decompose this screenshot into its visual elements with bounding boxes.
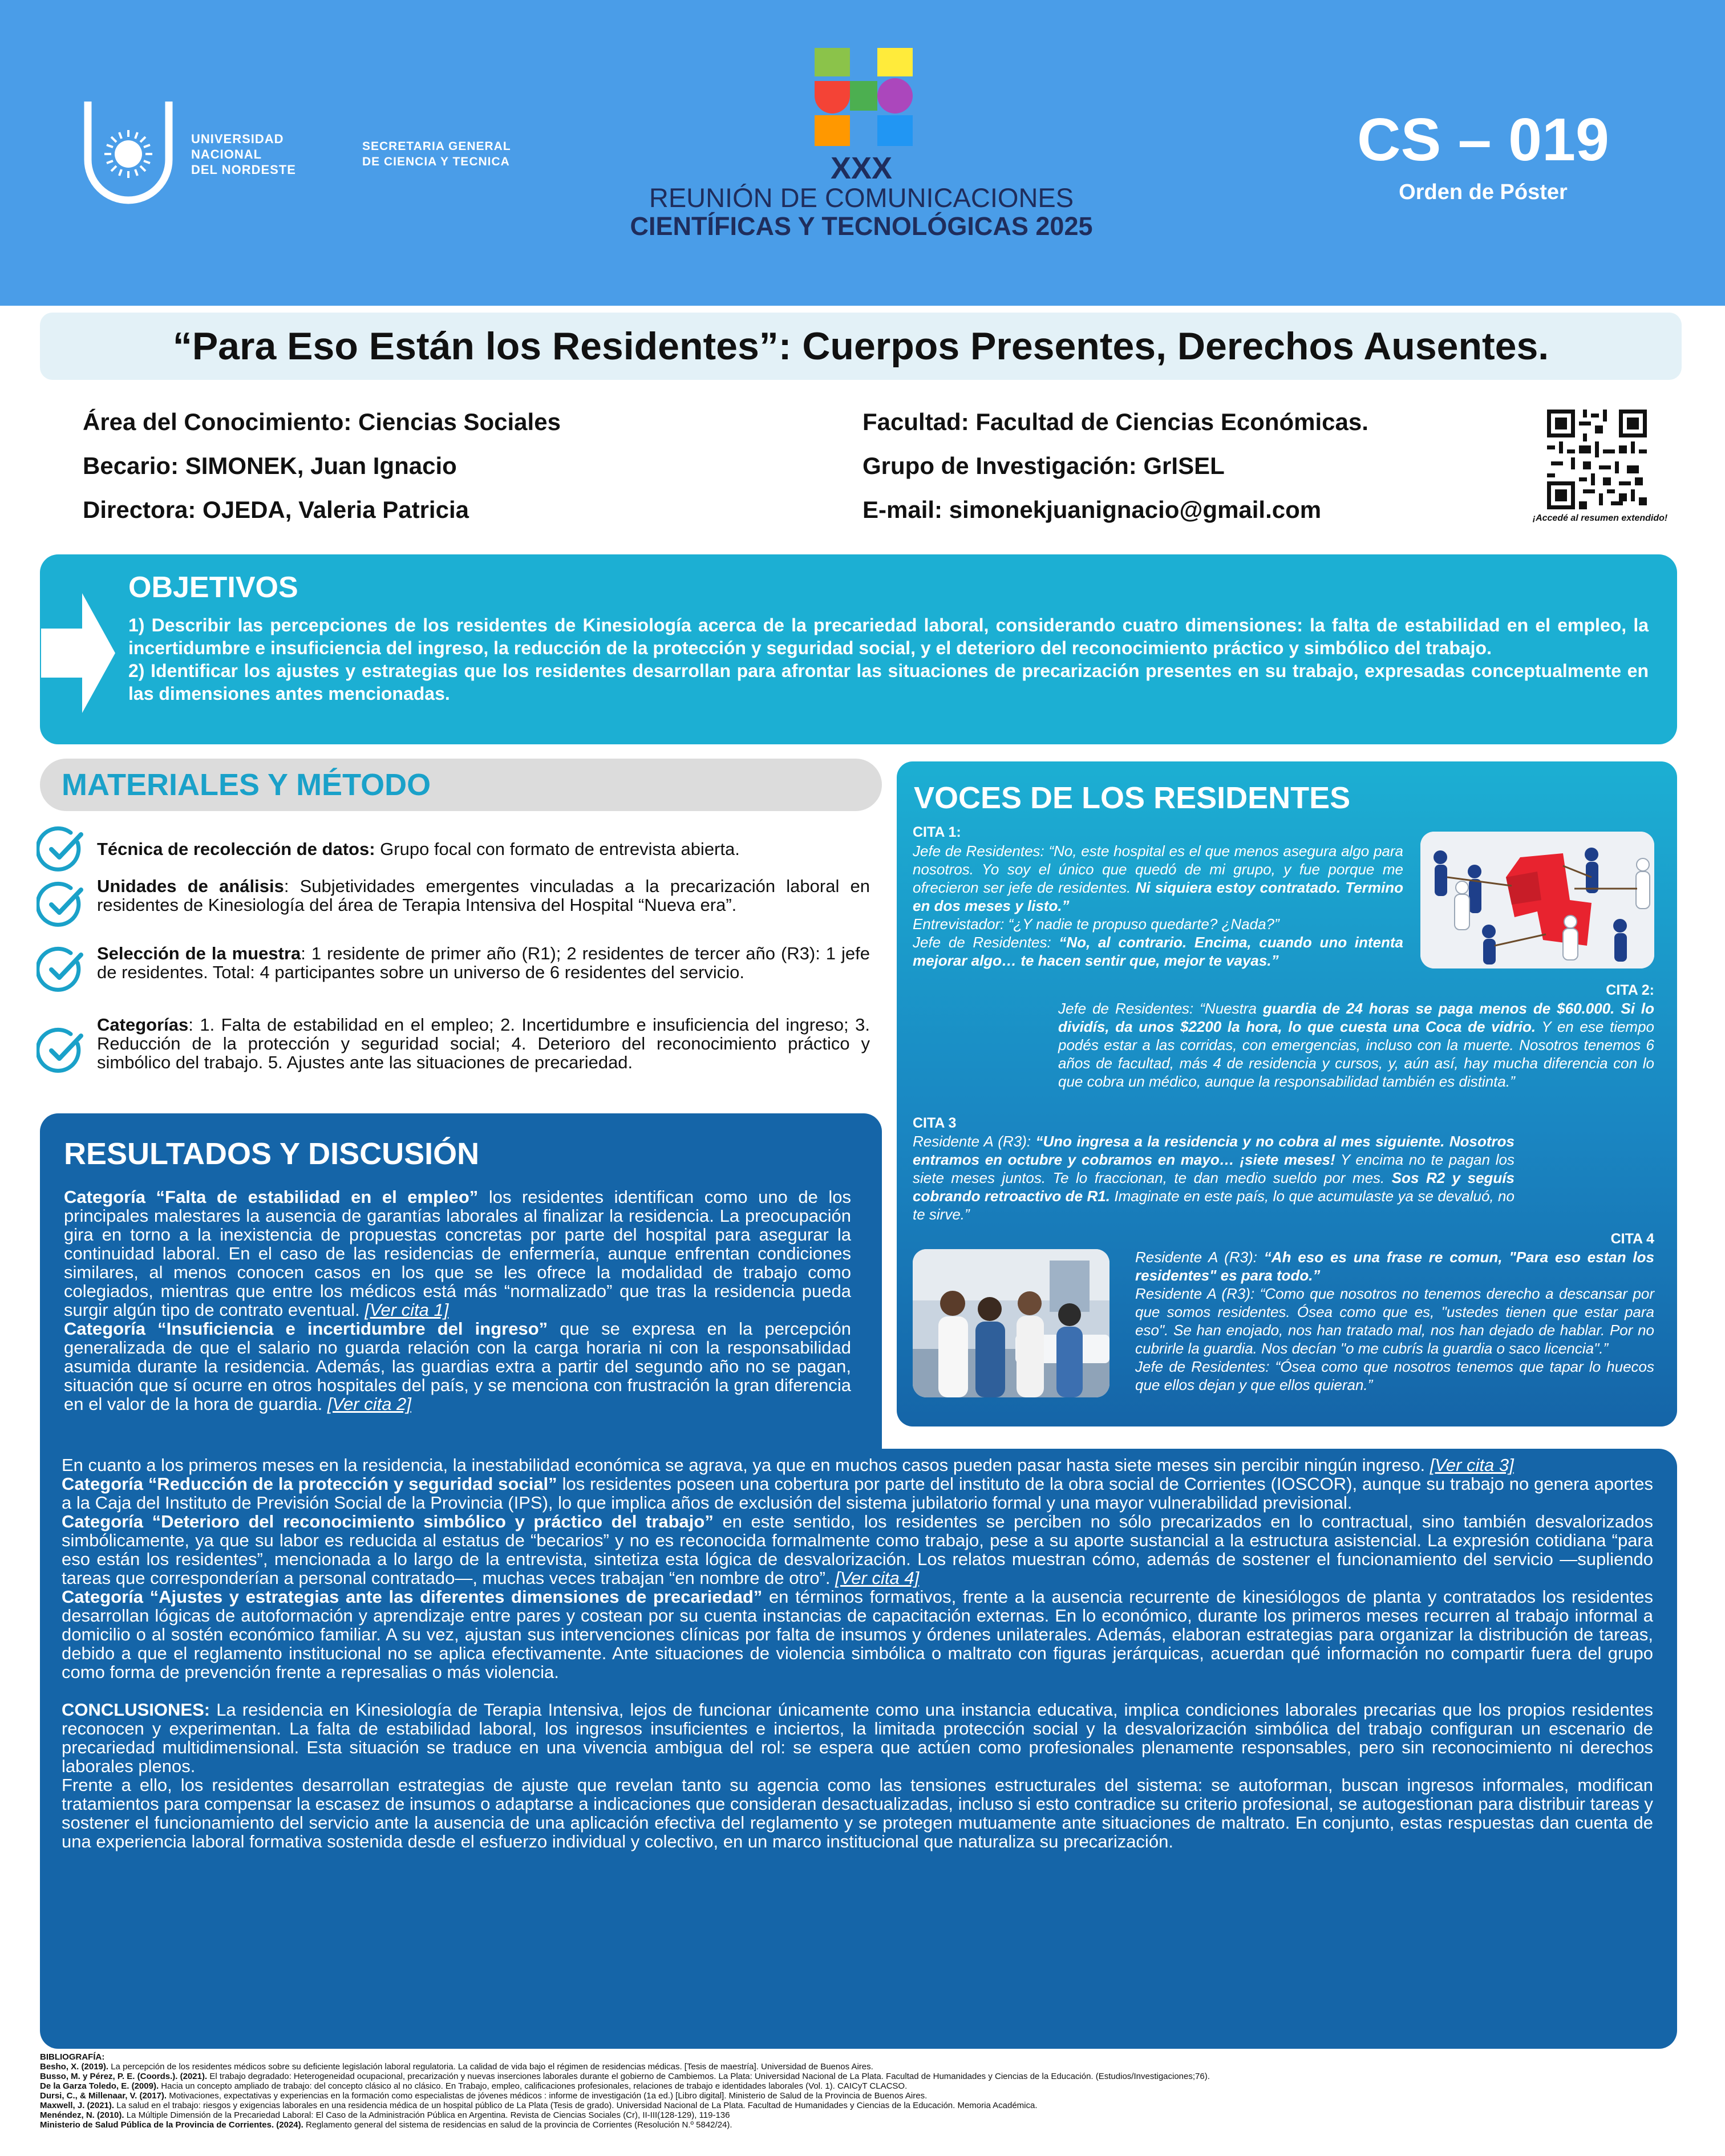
- check-circle-icon: [37, 881, 86, 930]
- cita-1-label: CITA 1:: [913, 824, 961, 840]
- ver-cita-1-link[interactable]: [Ver cita 1]: [365, 1300, 449, 1320]
- check-circle-icon: [37, 1027, 86, 1076]
- unne-logo-icon: [80, 97, 177, 208]
- cita-2-label: CITA 2:: [1606, 982, 1654, 998]
- objetivo-1: 1) Describir las percepciones de los residentes de Kinesiología acerca de la precariedad laboral, considerando cuatro dimensiones: la falta de estabilidad en el empleo, la incertidumbre e insuficiencia del ingreso, la reducción de la protección y seguridad social, y el deterioro del reconocimiento práctico y simbólico del trabajo.: [128, 615, 1649, 658]
- materiales-item: Selección de la muestra: 1 residente de primer año (R1); 2 residentes de tercer año (R3): 1 jefe de residentes. Total: 4 participantes sobre un universo de 6 residentes del servicio.: [97, 943, 870, 982]
- cita-2-text: Jefe de Residentes: “Nuestra guardia de 24 horas se paga menos de $60.000. Si lo dividís, da unos $2200 la hora, lo que cuesta una Coca de vidrio. Y en ese tiempo podés estar a las corridas, con emergencias, incluso con la muerte. Nosotros tenemos 6 años de facultad, más 4 de residencia y cursos, y, aún así, hay mucha diferencia con lo que cobra un médico, aunque la responsabilidad también es distinta.”: [1058, 1000, 1654, 1090]
- bibliografia-entry: Besho, X. (2019). La percepción de los residentes médicos sobre su deficiente legislación laboral regulatoria. La calidad de vida bajo el régimen de residencias médicas. [Tesis de maestría]. Universidad de Buenos Aires.: [40, 2062, 873, 2072]
- event-title-line1: REUNIÓN DE COMUNICACIONES: [649, 183, 1074, 213]
- qr-caption: ¡Accedé al resumen extendido!: [1532, 513, 1668, 523]
- tug-of-war-illustration-icon: [1420, 832, 1654, 968]
- cita-4-label: CITA 4: [1610, 1231, 1654, 1247]
- objetivo-2: 2) Identificar los ajustes y estrategias que los residentes desarrollan para afrontar las situaciones de precarización presentes en su trabajo, expresadas conceptualmente en las dimensiones antes mencionadas.: [128, 660, 1649, 704]
- bibliografia-title: BIBLIOGRAFÍA:: [40, 2052, 105, 2062]
- cita-1-text: Jefe de Residentes: “No, este hospital es el que menos asegura algo para nosotros. Yo soy el único que quedó de mi grupo, y fue porque me ofrecieron ser jefe de residentes. Ni siquiera estoy contratado. Termino en dos meses y listo.” Entrevistador: “¿Y nadie te propuso quedarte? ¿Nada?” Jefe de Residentes: “No, al contrario. Encima, cuando uno intenta mejorar algo… te hacen sentir que, mejor te vayas.”: [913, 842, 1403, 969]
- qr-code-icon[interactable]: [1547, 410, 1647, 509]
- secretaria-name: SECRETARIA GENERAL DE CIENCIA Y TECNICA: [362, 140, 511, 168]
- bibliografia-entry: Menéndez, N. (2010). La Múltiple Dimensión de la Precariedad Laboral: El Caso de la Administración Pública en Argentina. Revista de Ciencias Sociales (Cr), II-III(128-129), 119-136: [40, 2110, 730, 2120]
- poster-code: CS – 019: [1357, 106, 1609, 173]
- ver-cita-3-link[interactable]: [Ver cita 3]: [1430, 1455, 1514, 1475]
- poster-title: “Para Eso Están los Residentes”: Cuerpos Presentes, Derechos Ausentes.: [172, 325, 1549, 368]
- objetivos-text: [128, 614, 1649, 705]
- cita-4-text: Residente A (R3): “Ah eso es una frase re comun, "Para eso estan los residentes" es para todo.” Residente A (R3): “Como que nosotros no tenemos derecho a descansar por que somos residentes. Ósea como que es, "ustedes tienen que estar para eso". Se han enojado, nos han tratado mal, nos han dejado de hablar. Por no cubrirle la guardia. Nos decían "o me cubrís la guardia o saco licencia".” Jefe de Residentes: “Ósea como que nosotros tenemos que tapar lo huecos que ellos dejan y que ellos quieran.”: [1135, 1249, 1655, 1393]
- event-title-line2: CIENTÍFICAS Y TECNOLÓGICAS 2025: [630, 212, 1093, 241]
- hospital-residents-photo-icon: [913, 1249, 1109, 1397]
- check-circle-icon: [37, 825, 86, 874]
- bibliografia-entry: Busso, M. y Pérez, P. E. (Coords.). (2021). El trabajo degradado: Heterogeneidad ocupacional, precarización y nuevas inserciones laborales durante el gobierno de Cambiemos. La Plata: Universidad Nacional de La Plata. Facultad de Humanidades y Ciencias de la Educación. (Estudios/Investigaciones;76).: [40, 2072, 1210, 2081]
- materiales-title: MATERIALES Y MÉTODO: [62, 768, 431, 802]
- event-number: XXX: [830, 151, 893, 185]
- meta-directora: Directora: OJEDA, Valeria Patricia: [83, 496, 469, 523]
- resultados-text-column: Categoría “Falta de estabilidad en el empleo” los residentes identifican como uno de los principales malestares la ausencia de garantías laborales al finalizar la residencia. La preocupación gira en torno a la inexistencia de propuestas concretas por parte del hospital para asegurar la continuidad laboral. En el caso de las residencias de enfermería, aunque enfrentan condiciones similares, al menos conocen casos en los que se les ofrece la modalidad de trabajo como colegiados, mientras que entre los médicos está más “normalizado” que tras la residencia pueda surgir algún tipo de contrato eventual. [Ver cita 1] Categoría “Insuficiencia e incertidumbre del ingreso” que se expresa en la percepción generalizada de que el salario no guarda relación con la carga horaria ni con la responsabilidad asumida durante la residencia. Además, las guardias extra a partir del segundo año no se pagan, situación que sí ocurre en otros hospitales del país, y se menciona con frustración la gran diferencia en el valor de la hora de guardia. [Ver cita 2]: [64, 1187, 852, 1414]
- materiales-item: Técnica de recolección de datos: Grupo focal con formato de entrevista abierta.: [97, 839, 740, 859]
- check-circle-icon: [37, 946, 86, 995]
- bibliografia: [40, 2052, 1688, 2130]
- resultados-text-full: En cuanto a los primeros meses en la residencia, la inestabilidad económica se agrava, ya que en muchos casos pueden pasar hasta siete meses sin percibir ningún ingreso. [Ver cita 3] Categoría “Reducción de la protección y seguridad social” los residentes poseen una cobertura por parte del instituto de la obra social de Corrientes (IOSCOR), aunque su trabajo no genera aportes a la Caja del Instituto de Previsión Social de la Provincia (IPS), lo que implica años de exclusión del sistema jubilatorio formal y una mayor vulnerabilidad previsional. Categoría “Deterioro del reconocimiento simbólico y práctico del trabajo” en este sentido, los residentes se perciben no sólo precarizados en lo contractual, sino también desvalorizados simbólicamente, ya que su labor es reducida al estatus de “becarios” y no es reconocida formalmente como trabajo, pese a su aporte sustancial a la estructura asistencial. La expresión cotidiana “para eso están los residentes”, mencionada a lo largo de la entrevista, sintetiza esta lógica de desvalorización. Los relatos muestran cómo, además de sostener el funcionamiento del servicio —supliendo tareas que corresponderían a personal contratado—, muchas veces trabajan “en nombre de otro”. [Ver cita 4] Categoría “Ajustes y estrategias ante las diferentes dimensiones de precariedad” en términos formativos, frente a la ausencia recurrente de kinesiólogos de planta y contratados los residentes desarrollan lógicas de autoformación y aprendizaje entre pares y costean por su cuenta instancias de capacitación externas. En lo económico, durante los primeros meses recurren al trabajo informal a domicilio o al sostén económico familiar. A su vez, ajustan sus intervenciones clínicas por falta de insumos y órdenes unilaterales. Además, elaboran estrategias para organizar la distribución de tareas, debido a que el reglamento institucional no se aplica efectivamente. Ante situaciones de violencia simbólica o maltrato con figuras jerárquicas, acuerdan qué información no compartir fuera del grupo como forma de prevención frente a represalias o más violencia. CONCLUSIONES: La residencia en Kinesiología de Terapia Intensiva, lejos de funcionar únicamente como una instancia educativa, implica condiciones laborales precarias que los propios residentes reconocen y experimentan. La falta de estabilidad laboral, los ingresos insuficientes e inciertos, la limitada protección social y la desvalorización simbólica del trabajo configuran un escenario de precariedad multidimensional. Esta situación se traduce en una vivencia ambigua del rol: se espera que actúen como profesionales plenamente responsables, pero sin reconocimiento ni derechos laborales plenos. Frente a ello, los residentes desarrollan estrategias de ajuste que revelan tanto su agencia como las tensiones estructurales del sistema: se autoforman, buscan ingresos informales, modifican tratamientos para compensar la escasez de insumos o adaptarse a indicaciones que consideran desactualizadas, incluso si esto contradice su criterio profesional, se autogestionan para distribuir tareas y sostener el funcionamiento del servicio ante la ausencia de una aplicación efectiva del reglamento y se protegen mutuamente ante situaciones de maltrato. En conjunto, estas respuestas dan cuenta de una experiencia laboral formativa sostenida desde el esfuerzo individual y colectivo, en un marco institucional que naturaliza su precarización.: [62, 1455, 1653, 1851]
- meta-becario: Becario: SIMONEK, Juan Ignacio: [83, 452, 457, 479]
- meta-email[interactable]: E-mail: simonekjuanignacio@gmail.com: [862, 496, 1322, 523]
- arrow-right-icon: [41, 593, 115, 713]
- poster-code-subtitle: Orden de Póster: [1399, 180, 1568, 204]
- bibliografia-entry: Maxwell, J. (2021). La salud en el trabajo: riesgos y exigencias laborales en una residencia médica de un hospital público de La Plata (Tesis de grado). Universidad Nacional de La Plata. Facultad de Humanidades y Ciencias de la Educación. Memoria Académica.: [40, 2101, 1038, 2110]
- resultados-title: RESULTADOS Y DISCUSIÓN: [64, 1137, 480, 1171]
- meta-facultad: Facultad: Facultad de Ciencias Económicas.: [862, 408, 1368, 435]
- cita-3-text: Residente A (R3): “Uno ingresa a la residencia y no cobra al mes siguiente. Nosotros entramos en octubre y cobramos en mayo… ¡siete meses! Y encima no te pagan los siete meses juntos. Te lo fraccionan, te dan medio sueldo por mes. Sos R2 y seguís cobrando retroactivo de R1. Imaginate en este país, lo que acumulaste ya se devaluó, no te sirve.”: [913, 1133, 1515, 1223]
- objetivos-title: OBJETIVOS: [128, 571, 298, 604]
- meta-grupo: Grupo de Investigación: GrISEL: [862, 452, 1225, 479]
- event-logo-icon: [815, 48, 913, 146]
- bibliografia-entry: De la Garza Toledo, E. (2009). Hacia un concepto ampliado de trabajo: del concepto clásico al no clásico. En Trabajo, empleo, calificaciones profesionales, relaciones de trabajo e identidades laborales (Vol. 1). CAICyT CLACSO.: [40, 2081, 908, 2091]
- ver-cita-4-link[interactable]: [Ver cita 4]: [835, 1568, 920, 1588]
- bibliografia-entry: Dursi, C., & Millenaar, V. (2017). Motivaciones, expectativas y experiencias en la formación como especialistas de jóvenes médicos : informe de investigación (1a ed.) [Libro digital]. Ministerio de Salud de la Provincia de Buenos Aires.: [40, 2091, 928, 2101]
- conclusiones-2: Frente a ello, los residentes desarrollan estrategias de ajuste que revelan tanto su agencia como las tensiones estructurales del sistema: se autoforman, buscan ingresos informales, modifican tratamientos para compensar la escasez de insumos o adaptarse a indicaciones que consideran desactualizadas, incluso si esto contradice su criterio profesional, se autogestionan para distribuir tareas y sostener el funcionamiento del servicio ante la ausencia de una aplicación efectiva del reglamento y se protegen mutuamente ante situaciones de maltrato. En conjunto, estas respuestas dan cuenta de una experiencia laboral formativa sostenida desde el esfuerzo individual y colectivo, en un marco institucional que naturaliza su precarización.: [62, 1775, 1653, 1851]
- materiales-item: Categorías: 1. Falta de estabilidad en el empleo; 2. Incertidumbre e insuficiencia del ingreso; 3. Reducción de la protección y seguridad social; 4. Deterioro del reconocimiento práctico y simbólico del trabajo. 5. Ajustes ante las situaciones de precariedad.: [97, 1015, 870, 1072]
- conclusiones: CONCLUSIONES: La residencia en Kinesiología de Terapia Intensiva, lejos de funcionar únicamente como una instancia educativa, implica condiciones laborales precarias que los propios residentes reconocen y experimentan. La falta de estabilidad laboral, los ingresos insuficientes e inciertos, la limitada protección social y la desvalorización simbólica del trabajo configuran un escenario de precariedad multidimensional. Esta situación se traduce en una vivencia ambigua del rol: se espera que actúen como profesionales plenamente responsables, pero sin reconocimiento ni derechos laborales plenos.: [62, 1700, 1653, 1776]
- bibliografia-entry: Ministerio de Salud Pública de la Provincia de Corrientes. (2024). Reglamento general del sistema de residencias en salud de la provincia de Corrientes (Resolución N.º 5842/24).: [40, 2120, 732, 2130]
- unne-name: UNIVERSIDAD NACIONAL DEL NORDESTE: [191, 132, 296, 177]
- meta-area: Área del Conocimiento: Ciencias Sociales: [83, 408, 561, 435]
- materiales-item: Unidades de análisis: Subjetividades emergentes vinculadas a la precarización laboral en residentes de Kinesiología del área de Terapia Intensiva del Hospital “Nueva era”.: [97, 876, 870, 915]
- voces-title: VOCES DE LOS RESIDENTES: [914, 781, 1351, 815]
- cita-3-label: CITA 3: [913, 1115, 957, 1131]
- ver-cita-2-link[interactable]: [Ver cita 2]: [327, 1394, 411, 1414]
